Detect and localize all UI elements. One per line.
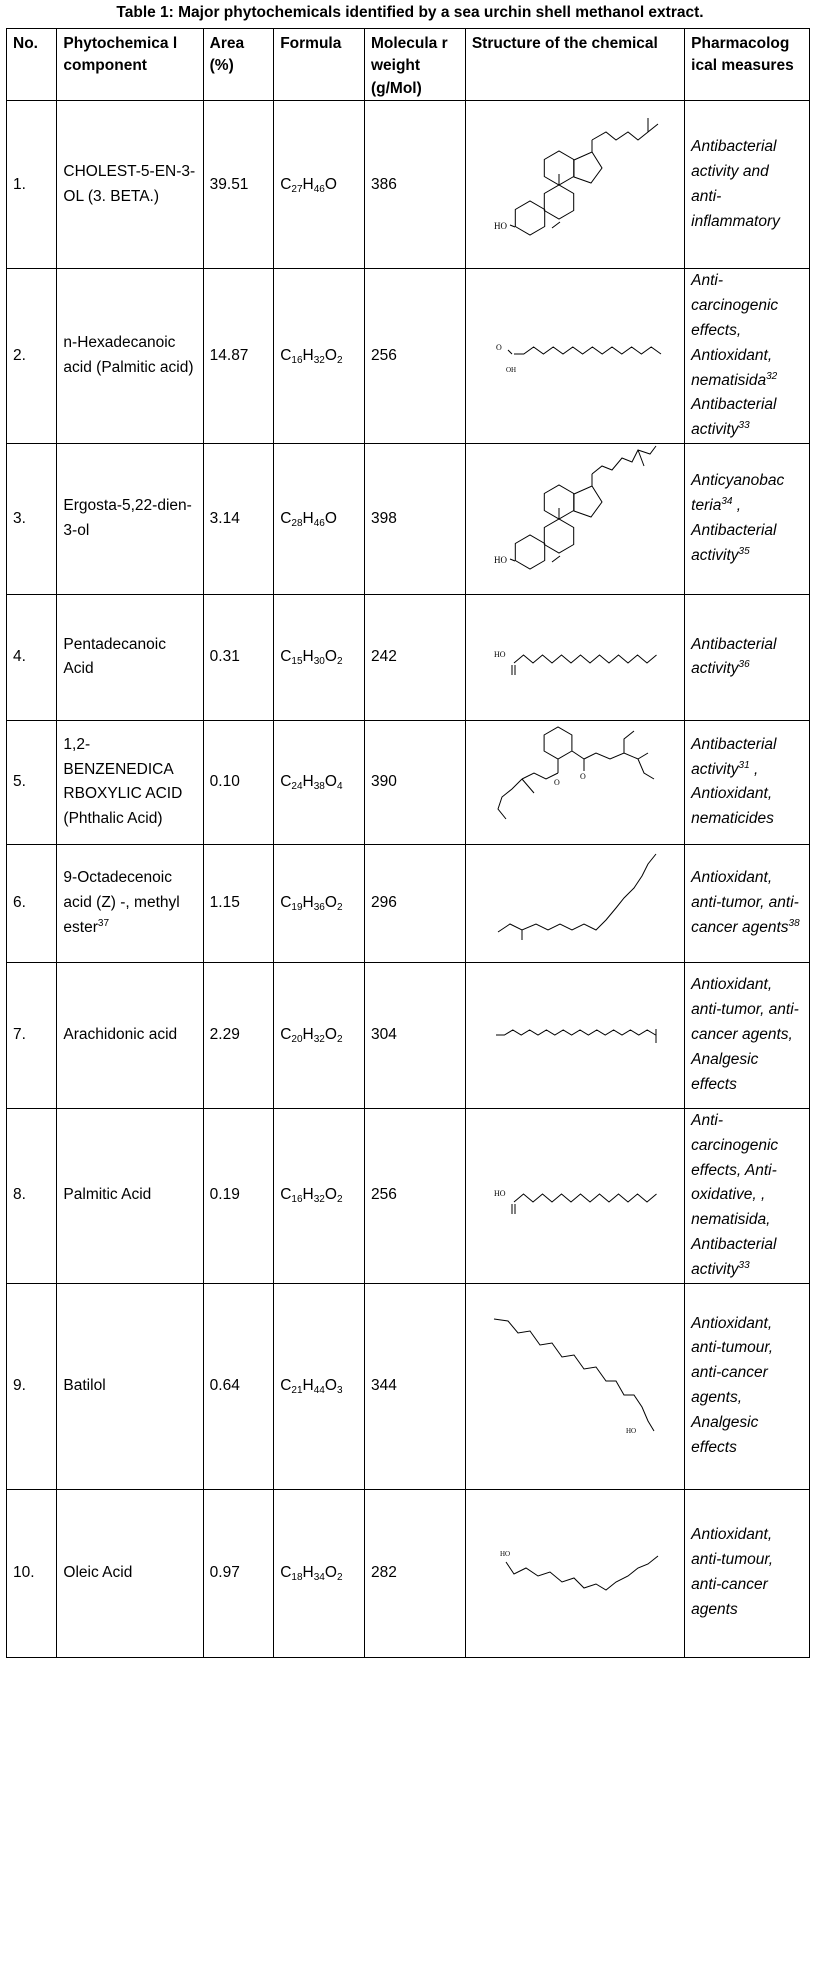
reference-superscript: 36	[738, 659, 750, 671]
formula: $C_{18}H_{34}O_2$	[274, 1489, 365, 1657]
pharmacological-measures: Anti-carcinogenic effects, Anti-oxidative, , nematisida, Antibacterial activity$^{33}$	[685, 1108, 810, 1283]
reference-superscript: 37	[97, 917, 110, 929]
table-row	[7, 844, 810, 962]
reference-superscript: 33	[738, 1259, 750, 1271]
header-no: No.	[7, 29, 57, 101]
row-number: 5.	[7, 720, 57, 844]
formula: $C_{21}H_{44}O_3$	[274, 1283, 365, 1489]
component-name: Palmitic Acid	[57, 1108, 203, 1283]
molecular-weight: 282	[364, 1489, 465, 1657]
pharmacological-measures: Antioxidant, anti-tumour, anti-cancer agents, Analgesic effects	[685, 1283, 810, 1489]
area-percent: 3.14	[203, 443, 274, 594]
reference-superscript: 34	[721, 496, 733, 508]
table-row	[7, 594, 810, 720]
area-percent: 0.97	[203, 1489, 274, 1657]
phthalate-structure-icon	[465, 720, 684, 844]
component-name: CHOLEST-5-EN-3-OL (3. BETA.)	[57, 101, 203, 269]
molecular-weight: 256	[364, 269, 465, 444]
oleic-acid-structure-icon	[465, 1489, 684, 1657]
molecular-weight: 390	[364, 720, 465, 844]
palmitic-acid-structure-icon	[465, 269, 684, 444]
molecular-weight: 344	[364, 1283, 465, 1489]
palmitic-acid-structure-2-icon	[465, 1108, 684, 1283]
pharmacological-measures: Antibacterial activity and anti-inflammatory	[685, 101, 810, 269]
methyl-oleate-structure-icon	[465, 844, 684, 962]
table-row	[7, 269, 810, 444]
pharmacological-measures: Anticyanobac teria$^{34}$ , Antibacterial activity$^{35}$	[685, 443, 810, 594]
pharmacological-measures: Antioxidant, anti-tumour, anti-cancer agents	[685, 1489, 810, 1657]
formula: $C_{24}H_{38}O_4$	[274, 720, 365, 844]
row-number: 7.	[7, 962, 57, 1108]
svg-text:OH: OH	[505, 366, 517, 375]
component-name: n-Hexadecanoic acid (Palmitic acid)	[57, 269, 203, 444]
reference-superscript: 33	[738, 420, 750, 432]
component-name: Pentadecanoic Acid	[57, 594, 203, 720]
formula: $C_{20}H_{32}O_2$	[274, 962, 365, 1108]
component-name: Batilol	[57, 1283, 203, 1489]
svg-text:HO: HO	[493, 554, 507, 565]
row-number: 2.	[7, 269, 57, 444]
table-row	[7, 1108, 810, 1283]
area-percent: 39.51	[203, 101, 274, 269]
table-row	[7, 1283, 810, 1489]
molecular-weight: 296	[364, 844, 465, 962]
component-name: Arachidonic acid	[57, 962, 203, 1108]
row-number: 1.	[7, 101, 57, 269]
pharmacological-measures: Antioxidant, anti-tumor, anti-cancer agents, Analgesic effects	[685, 962, 810, 1108]
area-percent: 0.31	[203, 594, 274, 720]
component-name: Ergosta-5,22-dien-3-ol	[57, 443, 203, 594]
component-name: 9-Octadecenoic acid (Z) -, methyl ester$^{37}$	[57, 844, 203, 962]
area-percent: 14.87	[203, 269, 274, 444]
pharmacological-measures: Antibacterial activity$^{31}$ , Antioxidant, nematicides	[685, 720, 810, 844]
table-row	[7, 962, 810, 1108]
header-structure: Structure of the chemical	[465, 29, 684, 101]
area-percent: 0.64	[203, 1283, 274, 1489]
table-row	[7, 101, 810, 269]
table-row	[7, 1489, 810, 1657]
svg-text:HO: HO	[493, 650, 506, 660]
row-number: 4.	[7, 594, 57, 720]
svg-text:O: O	[579, 772, 586, 782]
header-area: Area (%)	[203, 29, 274, 101]
reference-superscript: 38	[788, 917, 800, 929]
table-row	[7, 443, 810, 594]
molecular-weight: 386	[364, 101, 465, 269]
row-number: 3.	[7, 443, 57, 594]
header-component: Phytochemica l component	[57, 29, 203, 101]
header-pharmacological: Pharmacolog ical measures	[685, 29, 810, 101]
pharmacological-measures: Antibacterial activity$^{36}$	[685, 594, 810, 720]
formula: $C_{27}H_{46}O$	[274, 101, 365, 269]
reference-superscript: 35	[738, 545, 750, 557]
svg-text:HO: HO	[493, 220, 507, 231]
formula: $C_{16}H_{32}O_2$	[274, 1108, 365, 1283]
table-caption: Table 1: Major phytochemicals identified by a sea urchin shell methanol extract.	[116, 4, 704, 21]
arachidonic-acid-structure-icon	[465, 962, 684, 1108]
formula: $C_{16}H_{32}O_2$	[274, 269, 365, 444]
reference-superscript: 32	[766, 370, 778, 382]
pentadecanoic-acid-structure-icon	[465, 594, 684, 720]
component-name: 1,2-BENZENEDICA RBOXYLIC ACID (Phthalic Acid)	[57, 720, 203, 844]
batilol-structure-icon	[465, 1283, 684, 1489]
row-number: 9.	[7, 1283, 57, 1489]
svg-text:O: O	[495, 343, 502, 353]
svg-text:O: O	[553, 778, 560, 788]
header-row	[7, 29, 810, 101]
area-percent: 0.19	[203, 1108, 274, 1283]
area-percent: 0.10	[203, 720, 274, 844]
row-number: 6.	[7, 844, 57, 962]
table-row	[7, 720, 810, 844]
svg-text:HO: HO	[499, 1550, 511, 1559]
phytochemicals-table	[6, 28, 810, 1658]
pharmacological-measures: Anti-carcinogenic effects, Antioxidant, nematisida$^{32}$ Antibacterial activity$^{33}$	[685, 269, 810, 444]
ergosterol-structure-icon	[465, 443, 684, 594]
header-molecular-weight: Molecula r weight (g/Mol)	[364, 29, 465, 101]
area-percent: 2.29	[203, 962, 274, 1108]
formula: $C_{19}H_{36}O_2$	[274, 844, 365, 962]
reference-superscript: 31	[738, 759, 750, 771]
formula: $C_{28}H_{46}O$	[274, 443, 365, 594]
molecular-weight: 256	[364, 1108, 465, 1283]
cholesterol-structure-icon	[465, 101, 684, 269]
component-name: Oleic Acid	[57, 1489, 203, 1657]
area-percent: 1.15	[203, 844, 274, 962]
row-number: 10.	[7, 1489, 57, 1657]
molecular-weight: 242	[364, 594, 465, 720]
molecular-weight: 398	[364, 443, 465, 594]
header-formula: Formula	[274, 29, 365, 101]
pharmacological-measures: Antioxidant, anti-tumor, anti-cancer agents$^{38}$	[685, 844, 810, 962]
formula: $C_{15}H_{30}O_2$	[274, 594, 365, 720]
svg-text:HO: HO	[625, 1427, 637, 1436]
row-number: 8.	[7, 1108, 57, 1283]
molecular-weight: 304	[364, 962, 465, 1108]
svg-text:HO: HO	[493, 1188, 506, 1198]
